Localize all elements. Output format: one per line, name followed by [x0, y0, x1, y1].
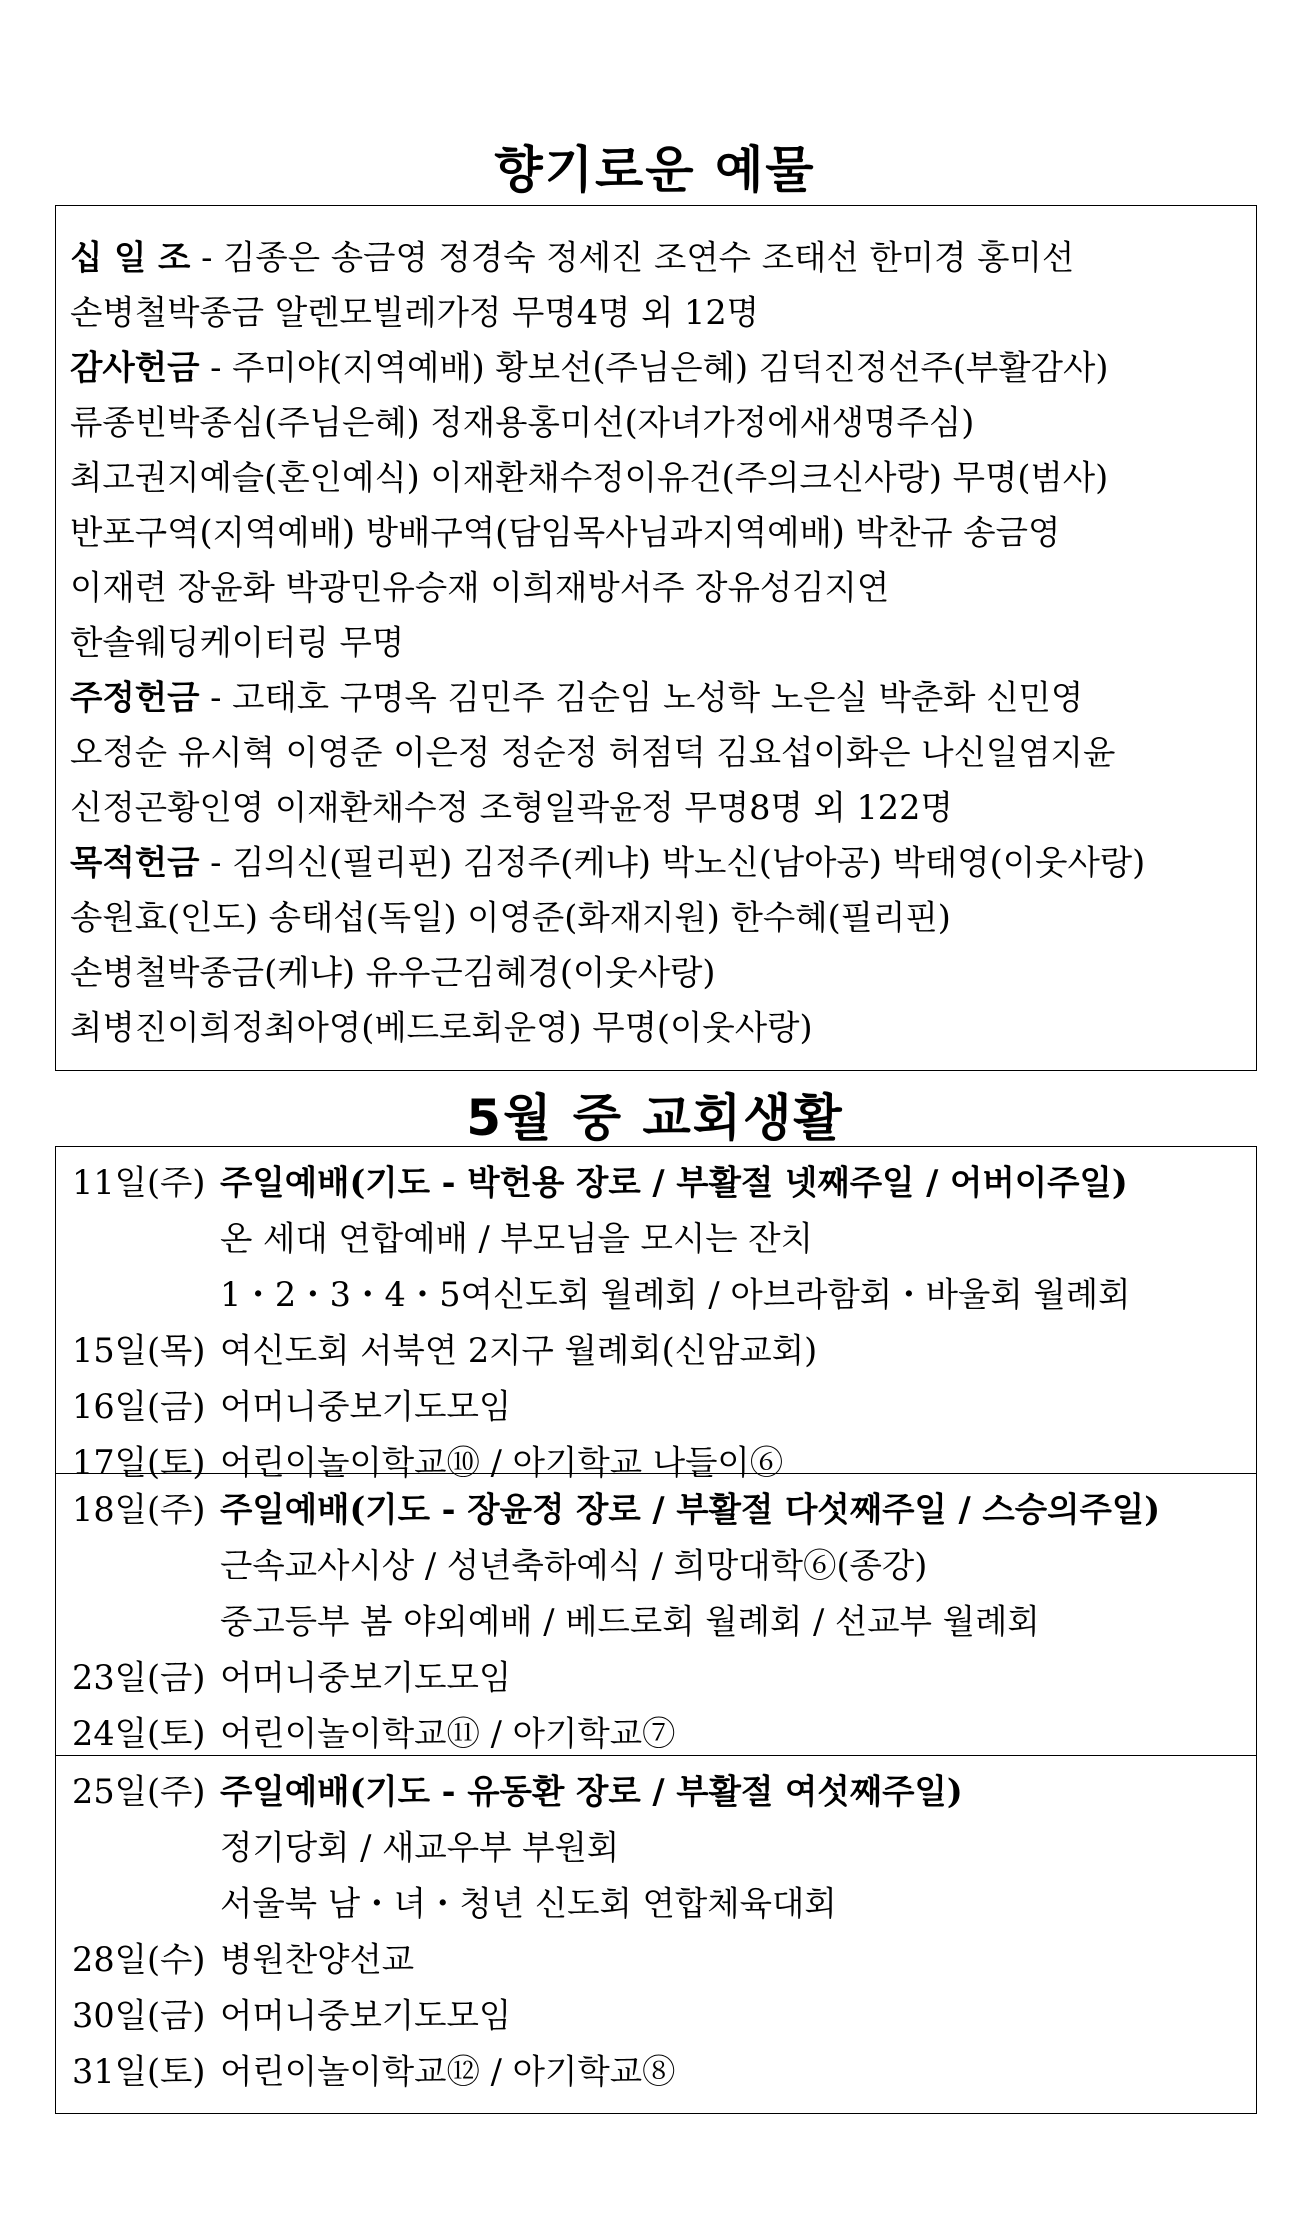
schedule-date: 28일(수) [72, 1940, 206, 1979]
schedule-row [72, 1482, 1256, 1538]
offering-line [70, 890, 1256, 945]
offering-line [70, 230, 1256, 285]
offering-line [70, 670, 1256, 725]
schedule-row [72, 1538, 1256, 1594]
schedule-week-section [56, 1147, 1256, 1482]
offering-label: 십 일 조 [70, 238, 191, 277]
schedule-row [72, 1594, 1256, 1650]
offering-names: - 주미야(지역예배) 황보선(주님은혜) 김덕진정선주(부활감사) [199, 348, 1109, 387]
schedule-event: 어머니중보기도모임 [220, 1996, 512, 2035]
schedule-date [72, 1820, 220, 1876]
schedule-row [72, 1764, 1256, 1820]
schedule-event: 정기당회 / 새교우부 부원회 [220, 1828, 620, 1867]
schedule-row [72, 1650, 1256, 1706]
schedule-event: 중고등부 봄 야외예배 / 베드로회 월례회 / 선교부 월례회 [220, 1602, 1040, 1641]
schedule-event: 어린이놀이학교⑩ / 아기학교 나들이⑥ [220, 1443, 784, 1482]
schedule-date: 15일(목) [72, 1331, 206, 1370]
offering-names: 손병철박종금(케냐) 유우근김혜경(이웃사랑) [70, 953, 716, 992]
schedule-week-section [56, 1473, 1256, 1755]
schedule-date: 24일(토) [72, 1714, 206, 1753]
offering-names: 오정순 유시혁 이영준 이은정 정순정 허점덕 김요섭이화은 나신일염지윤 [70, 733, 1116, 772]
offering-line [70, 780, 1256, 835]
schedule-event: 어머니중보기도모임 [220, 1658, 512, 1697]
offering-line [70, 505, 1256, 560]
schedule-row [72, 1932, 1256, 1988]
schedule-row [72, 1155, 1256, 1211]
offering-names: 송원효(인도) 송태섭(독일) 이영준(화재지원) 한수혜(필리핀) [70, 898, 951, 937]
schedule-date: 25일(주) [72, 1772, 206, 1811]
offering-names: 류종빈박종심(주님은혜) 정재용홍미선(자녀가정에새생명주심) [70, 403, 975, 442]
schedule-date [72, 1267, 220, 1323]
offering-line [70, 340, 1256, 395]
schedule-date: 23일(금) [72, 1658, 206, 1697]
schedule-event: 병원찬양선교 [220, 1940, 415, 1979]
offerings-title: 향기로운 예물 [494, 141, 816, 199]
offering-label: 목적헌금 [70, 843, 200, 882]
schedule-event: 주일예배(기도 - 박헌용 장로 / 부활절 넷째주일 / 어버이주일) [220, 1163, 1128, 1202]
schedule-event: 1・2・3・4・5여신도회 월례회 / 아브라함회・바울회 월례회 [220, 1275, 1131, 1314]
offering-line [70, 285, 1256, 340]
schedule-date [72, 1211, 220, 1267]
schedule-event: 여신도회 서북연 2지구 월례회(신암교회) [220, 1331, 818, 1370]
schedule-row [72, 1267, 1256, 1323]
schedule-date: 31일(토) [72, 2052, 206, 2091]
schedule-row [72, 1820, 1256, 1876]
schedule-date [72, 1538, 220, 1594]
offering-names: 이재련 장윤화 박광민유승재 이희재방서주 장유성김지연 [70, 568, 890, 607]
offering-label: 주정헌금 [70, 678, 200, 717]
offering-line [70, 560, 1256, 615]
offering-names: 최병진이희정최아영(베드로회운영) 무명(이웃사랑) [70, 1008, 813, 1047]
schedule-date: 16일(금) [72, 1387, 206, 1426]
schedule-date [72, 1594, 220, 1650]
offerings-box [55, 205, 1257, 1071]
schedule-date: 18일(주) [72, 1490, 206, 1529]
schedule-row [72, 1988, 1256, 2044]
schedule-row [72, 1323, 1256, 1379]
schedule-row [72, 1379, 1256, 1435]
schedule-event: 어머니중보기도모임 [220, 1387, 512, 1426]
offering-line [70, 835, 1256, 890]
offering-line [70, 725, 1256, 780]
offering-names: - 김의신(필리핀) 김정주(케냐) 박노신(남아공) 박태영(이웃사랑) [199, 843, 1146, 882]
schedule-week-section [56, 1755, 1256, 2113]
offering-line [70, 450, 1256, 505]
offering-line [70, 615, 1256, 670]
schedule-date: 17일(토) [72, 1443, 206, 1482]
schedule-box [55, 1146, 1257, 2114]
offering-names: 반포구역(지역예배) 방배구역(담임목사님과지역예배) 박찬규 송금영 [70, 513, 1061, 552]
schedule-row [72, 1211, 1256, 1267]
offering-names: 손병철박종금 알렌모빌레가정 무명4명 외 12명 [70, 293, 760, 332]
schedule-event: 온 세대 연합예배 / 부모님을 모시는 잔치 [220, 1219, 813, 1258]
offering-names: 한솔웨딩케이터링 무명 [70, 623, 405, 662]
schedule-event: 어린이놀이학교⑫ / 아기학교⑧ [220, 2052, 676, 2091]
schedule-date: 11일(주) [72, 1163, 206, 1202]
schedule-event: 서울북 남・녀・청년 신도회 연합체육대회 [220, 1884, 837, 1923]
schedule-event: 주일예배(기도 - 유동환 장로 / 부활절 여섯째주일) [220, 1772, 963, 1811]
schedule-date: 30일(금) [72, 1996, 206, 2035]
schedule-row [72, 2044, 1256, 2100]
offering-label: 감사헌금 [70, 348, 200, 387]
offering-line [70, 945, 1256, 1000]
schedule-event: 근속교사시상 / 성년축하예식 / 희망대학⑥(종강) [220, 1546, 928, 1585]
offering-names: 신정곤황인영 이재환채수정 조형일곽윤정 무명8명 외 122명 [70, 788, 953, 827]
schedule-date [72, 1876, 220, 1932]
schedule-row [72, 1706, 1256, 1762]
offering-names: - 고태호 구명옥 김민주 김순임 노성학 노은실 박춘화 신민영 [199, 678, 1084, 717]
offering-names: 최고권지예슬(혼인예식) 이재환채수정이유건(주의크신사랑) 무명(범사) [70, 458, 1109, 497]
schedule-event: 주일예배(기도 - 장윤정 장로 / 부활절 다섯째주일 / 스승의주일) [220, 1490, 1161, 1529]
offering-line [70, 395, 1256, 450]
offering-line [70, 1000, 1256, 1055]
offering-names: - 김종은 송금영 정경숙 정세진 조연수 조태선 한미경 홍미선 [190, 238, 1075, 277]
schedule-row [72, 1876, 1256, 1932]
schedule-event: 어린이놀이학교⑪ / 아기학교⑦ [220, 1714, 676, 1753]
schedule-title: 5월 중 교회생활 [466, 1089, 844, 1147]
